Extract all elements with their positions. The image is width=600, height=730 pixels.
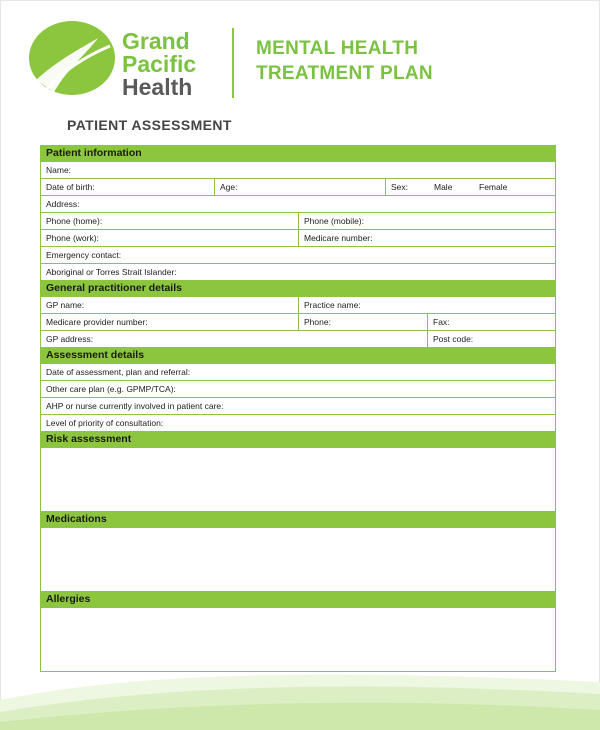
risk-assessment-header: Risk assessment xyxy=(41,432,555,448)
header-divider xyxy=(232,28,234,98)
form-row xyxy=(41,196,555,213)
emergency-contact-field[interactable]: Emergency contact: xyxy=(46,250,122,260)
assessment-form xyxy=(40,145,556,672)
form-row xyxy=(41,213,555,230)
sex-option-female[interactable]: Female xyxy=(479,182,508,192)
form-row xyxy=(41,415,555,432)
ahp-nurse-field[interactable]: AHP or nurse currently involved in patient care: xyxy=(46,401,224,411)
form-row xyxy=(41,297,555,314)
name-field[interactable]: Name: xyxy=(46,165,72,175)
gp-address-field[interactable]: GP address: xyxy=(46,334,94,344)
other-care-plan-field[interactable]: Other care plan (e.g. GPMP/TCA): xyxy=(46,384,176,394)
practice-name-field[interactable]: Practice name: xyxy=(298,297,555,313)
brand-line-3: Health xyxy=(122,74,193,100)
assessment-details-header: Assessment details xyxy=(41,348,555,364)
form-row xyxy=(41,179,555,196)
brand-name xyxy=(122,30,196,99)
patient-information-header: Patient information xyxy=(41,146,555,162)
medicare-number-field[interactable]: Medicare number: xyxy=(298,230,555,246)
address-field[interactable]: Address: xyxy=(46,199,80,209)
phone-home-field[interactable]: Phone (home): xyxy=(46,216,103,226)
gp-phone-field[interactable]: Phone: xyxy=(298,314,427,330)
age-field[interactable]: Age: xyxy=(214,179,385,195)
form-row xyxy=(41,381,555,398)
assessment-date-field[interactable]: Date of assessment, plan and referral: xyxy=(46,367,191,377)
medications-header: Medications xyxy=(41,512,555,528)
form-row xyxy=(41,247,555,264)
phone-mobile-field[interactable]: Phone (mobile): xyxy=(298,213,555,229)
aboriginal-field[interactable]: Aboriginal or Torres Strait Islander: xyxy=(46,267,177,277)
provider-number-field[interactable]: Medicare provider number: xyxy=(46,317,148,327)
form-row xyxy=(41,314,555,331)
gp-name-field[interactable]: GP name: xyxy=(46,300,85,310)
brand-line-1: Grand xyxy=(122,28,190,54)
priority-level-field[interactable]: Level of priority of consultation: xyxy=(46,418,164,428)
document-title xyxy=(256,36,433,86)
form-row xyxy=(41,331,555,348)
sex-field[interactable] xyxy=(385,179,555,195)
dob-field[interactable]: Date of birth: xyxy=(46,182,95,192)
document-title-line-1: MENTAL HEALTH xyxy=(256,38,419,59)
document-title-line-2: TREATMENT PLAN xyxy=(256,63,433,84)
gp-details-header: General practitioner details xyxy=(41,281,555,297)
brand-line-2: Pacific xyxy=(122,51,197,77)
page-heading: PATIENT ASSESSMENT xyxy=(67,117,232,133)
post-code-field[interactable]: Post code: xyxy=(427,331,555,347)
form-row xyxy=(41,364,555,381)
form-row xyxy=(41,398,555,415)
form-row xyxy=(41,162,555,179)
sex-label: Sex: xyxy=(391,182,409,192)
grand-pacific-health-logo-icon xyxy=(28,20,116,96)
allergies-header: Allergies xyxy=(41,592,555,608)
footer-wave-decoration xyxy=(0,660,600,730)
form-row xyxy=(41,230,555,247)
sex-option-male[interactable]: Male xyxy=(434,182,453,192)
phone-work-field[interactable]: Phone (work): xyxy=(46,233,99,243)
medications-area[interactable] xyxy=(41,528,555,592)
risk-assessment-area[interactable] xyxy=(41,448,555,512)
gp-fax-field[interactable]: Fax: xyxy=(427,314,555,330)
form-row xyxy=(41,264,555,281)
